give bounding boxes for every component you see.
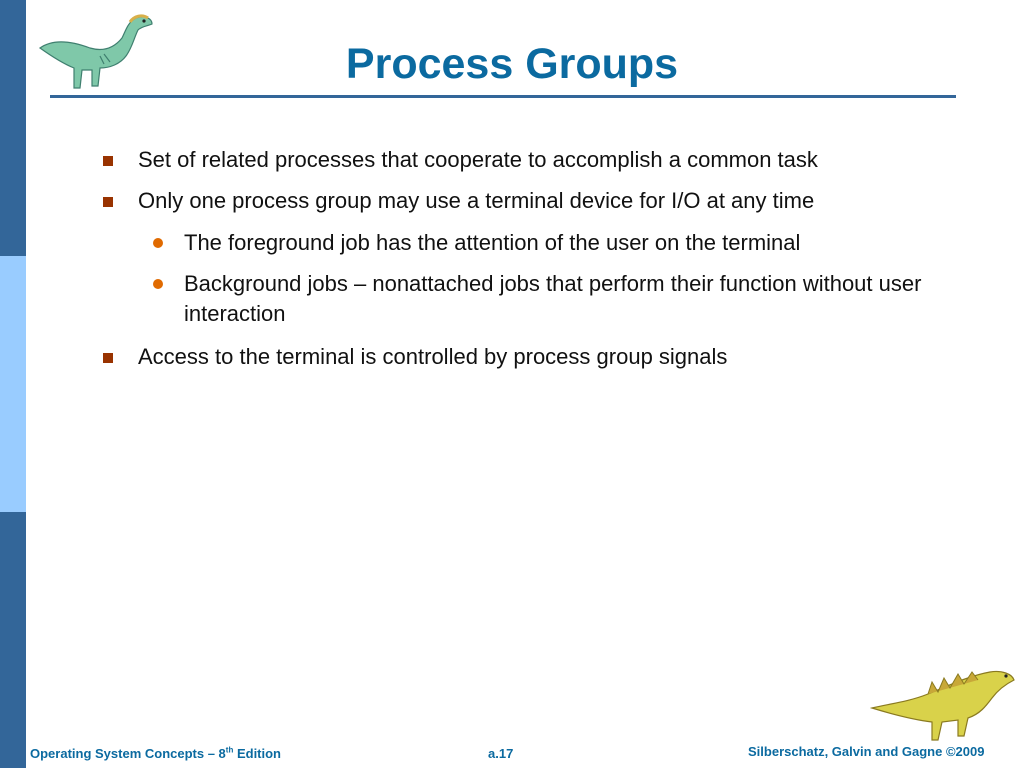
square-bullet-icon — [103, 156, 113, 166]
bullet-text: Background jobs – nonattached jobs that perform their function without user interaction — [184, 271, 922, 326]
slide-title: Process Groups — [345, 40, 679, 88]
bullet-text: The foreground job has the attention of the user on the terminal — [184, 230, 801, 255]
sub-bullet-item-1 — [184, 228, 1004, 258]
circle-bullet-icon — [153, 238, 163, 248]
bullet-item-3 — [138, 342, 968, 372]
bullet-text: Only one process group may use a terminal device for I/O at any time — [138, 188, 815, 213]
bullet-item-2 — [138, 186, 968, 216]
square-bullet-icon — [103, 353, 113, 363]
stegosaur-illustration-icon — [868, 660, 1018, 744]
footer-superscript: th — [225, 745, 234, 755]
bullet-text: Access to the terminal is controlled by process group signals — [138, 344, 728, 369]
footer-book-title-suffix: Edition — [233, 746, 282, 761]
bullet-item-1 — [138, 145, 968, 175]
circle-bullet-icon — [153, 279, 163, 289]
title-divider — [50, 95, 956, 98]
sidebar-bottom-stripe — [0, 512, 26, 768]
square-bullet-icon — [103, 197, 113, 207]
bullet-text: Set of related processes that cooperate to accomplish a common task — [138, 147, 818, 172]
footer-book-title — [30, 745, 281, 763]
footer-page-number: a.17 — [488, 746, 514, 761]
sub-bullet-item-2 — [184, 269, 1004, 329]
footer-book-title-text: Operating System Concepts – 8 — [30, 746, 226, 761]
sidebar-middle-stripe — [0, 256, 26, 512]
footer-copyright: Silberschatz, Galvin and Gagne ©2009 — [748, 744, 985, 759]
